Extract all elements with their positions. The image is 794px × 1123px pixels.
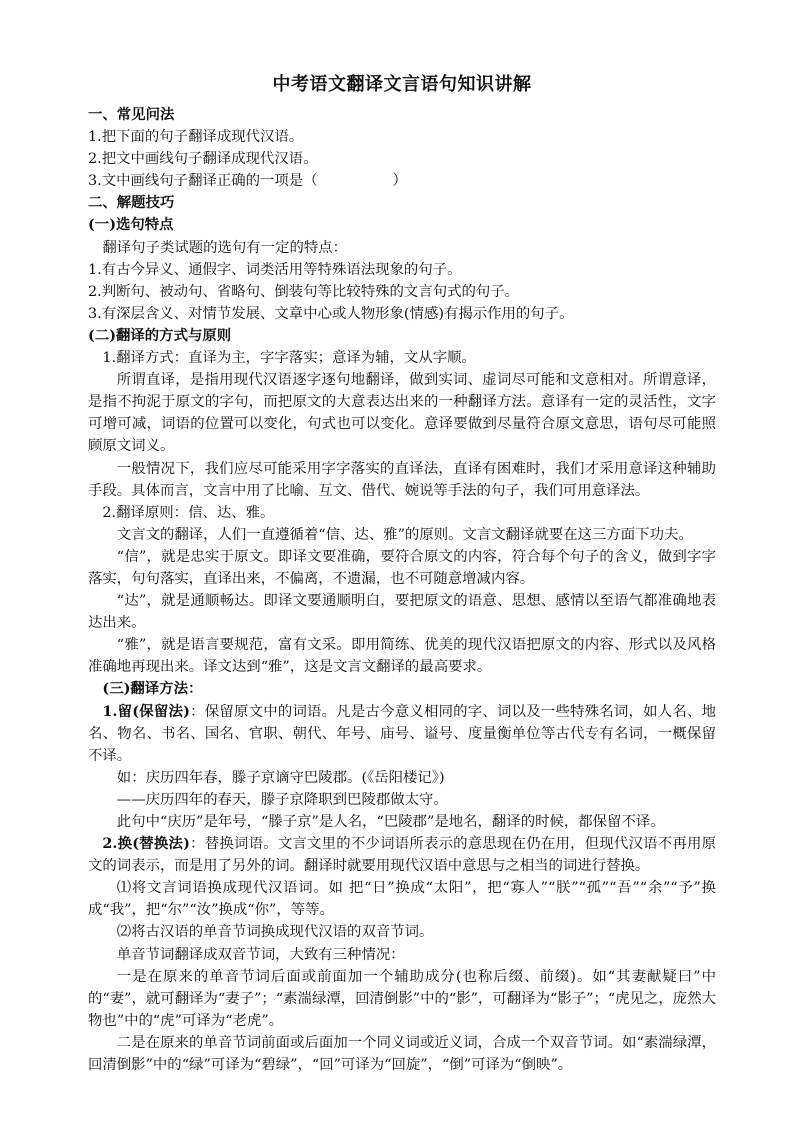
paragraph: “信”，就是忠实于原文。即译文要准确，要符合原文的内容，符合每个句子的含义，做到字字落实，句句落实，直译出来，不偏离，不遗漏，也不可随意增减内容。 [88, 548, 716, 587]
paragraph [88, 833, 716, 877]
method-label: 2.换(替换法) [102, 835, 190, 853]
method-label: 1.留(保留法) [102, 702, 190, 720]
subsection-heading-principles: (二)翻译的方式与原则 [88, 326, 232, 344]
list-item-text-end: ） [392, 173, 407, 190]
method-text: ：替换词语。文言文里的不少词语所表示的意思现在仍在用，但现代汉语不再用原文的词表示，而是用了另外的词。翻译时就要用现代汉语中意思与之相当的词进行替换。 [88, 836, 716, 875]
paragraph: 如：庆历四年春，滕子京谪守巴陵郡。(《岳阳楼记》) [116, 769, 445, 786]
paragraph: 文言文的翻译，人们一直遵循着“信、达、雅”的原则。文言文翻译就要在这三方面下功夫。 [116, 526, 693, 543]
paragraph: “达”，就是通顺畅达。即译文要通顺明白，要把原文的语意、思想、感情以至语气都准确地表达出来。 [88, 593, 716, 632]
method-text: ：保留原文中的词语。凡是古今意义相同的字、词以及一些特殊名词，如人名、地名、物名、书名、国名、官职、朝代、年号、庙号、谥号、度量衡单位等古代专有名词，一概保留不译。 [88, 703, 716, 764]
paragraph: ——庆历四年的春天，滕子京降职到巴陵郡做太守。 [116, 791, 448, 808]
paragraph: 所谓直译，是指用现代汉语逐字逐句地翻译，做到实词、虚词尽可能和文意相对。所谓意译，是指不拘泥于原文的字句，而把原文的大意表达出来的一种翻译方法。意译有一定的灵活性，文字可增可减，词语的位置可以变化，句式也可以变化。意译要做到尽量符合原文意思，语句尽可能照顾原文词义。 [88, 372, 716, 455]
subsection-heading-methods: (三)翻译方法： [102, 680, 203, 698]
list-item: 1.把下面的句子翻译成现代汉语。 [88, 129, 304, 146]
paragraph: ⑵将古汉语的单音节词换成现代汉语的双音节词。 [116, 924, 434, 941]
paragraph: “雅”，就是语言要规范，富有文采。即用简练、优美的现代汉语把原文的内容、形式以及风格准确地再现出来。译文达到“雅”，这是文言文翻译的最高要求。 [88, 637, 716, 676]
list-item: 2.判断句、被动句、省略句、倒装句等比较特殊的文言句式的句子。 [88, 283, 520, 300]
list-item: 3.有深层含义、对情节发展、文章中心或人物形象(情感)有揭示作用的句子。 [88, 305, 574, 322]
paragraph: ⑴将文言词语换成现代汉语词。如 把“日”换成“太阳”，把“寡人”“朕”“孤”“吾”“余”“予”换成“我”，把“尔”“汝”换成“你”，等等。 [88, 880, 716, 919]
document-title: 中考语文翻译文言语句知识讲解 [272, 74, 532, 95]
paragraph: 1.翻译方式：直译为主，字字落实；意译为辅，文从字顺。 [102, 350, 476, 367]
section-heading-techniques: 二、解题技巧 [88, 194, 175, 212]
list-item: 2.把文中画线句子翻译成现代汉语。 [88, 151, 318, 168]
paragraph: 翻译句子类试题的选句有一定的特点： [102, 239, 348, 256]
paragraph: 二是在原来的单音节词前面或后面加一个同义词或近义词，合成一个双音节词。如“素湍绿潭，回清倒影”中的“绿”可译为“碧绿”，“回”可译为“回旋”，“倒”可译为“倒映”。 [88, 1034, 716, 1074]
list-item-text: 3.文中画线句子翻译正确的一项是（ [88, 173, 318, 190]
list-item [88, 170, 716, 192]
paragraph: 2.翻译原则：信、达、雅。 [102, 504, 275, 521]
paragraph: 一般情况下，我们应尽可能采用字字落实的直译法，直译有困难时，我们才采用意译这种辅助手段。具体而言，文言中用了比喻、互文、借代、婉说等手法的句子，我们可用意译法。 [88, 460, 716, 499]
paragraph: 一是在原来的单音节词后面或前面加一个辅助成分(也称后缀、前缀)。如“其妻献疑曰”中的“妻”，就可翻译为“妻子”；“素湍绿潭，回清倒影”中的“影”，可翻译为“影子”；“虎见之，庞然大物也”中的“虎”可译为“老虎”。 [88, 968, 716, 1029]
list-item: 1.有古今异义、通假字、词类活用等特殊语法现象的句子。 [88, 261, 462, 278]
paragraph [88, 701, 716, 767]
paragraph: 此句中“庆历”是年号，“滕子京”是人名，“巴陵郡”是地名，翻译的时候，都保留不译。 [116, 814, 665, 830]
paragraph: 单音节词翻译成双音节词，大致有三种情况： [116, 946, 405, 963]
section-heading-common-questions: 一、常见问法 [88, 106, 175, 123]
subsection-heading-selection: (一)选句特点 [88, 216, 174, 234]
